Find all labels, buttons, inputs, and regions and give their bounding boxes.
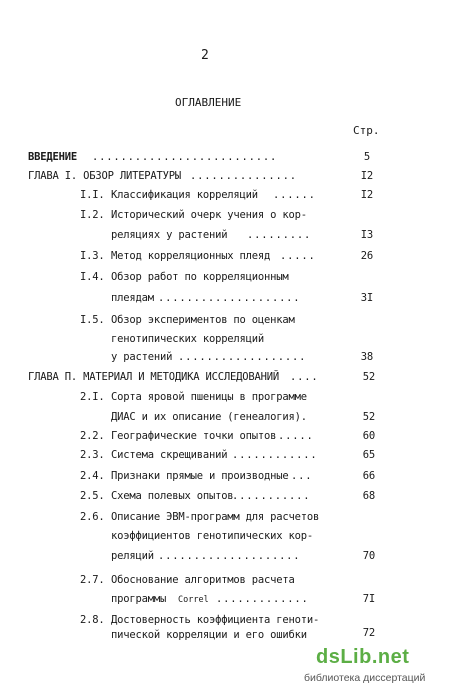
toc-section-number: 2.5.: [80, 490, 105, 502]
toc-page-number: 60: [362, 430, 375, 442]
toc-page-number: 38: [360, 351, 373, 363]
toc-page-number: 68: [362, 490, 375, 502]
toc-leader-dots: ....................: [158, 550, 301, 562]
toc-entry-label-line2: программы: [111, 593, 167, 605]
toc-section-number: 2.8.: [80, 614, 105, 626]
toc-section-number: I.3.: [80, 250, 105, 262]
toc-entry-label: ГЛАВА П. МАТЕРИАЛ И МЕТОДИКА ИССЛЕДОВАНИЙ: [28, 371, 279, 383]
toc-page-number: I2: [360, 170, 373, 182]
toc-leader-dots: ....................: [158, 292, 301, 304]
toc-leader-dots: .....: [280, 250, 316, 262]
toc-entry-label: ВВЕДЕНИЕ: [28, 151, 77, 163]
toc-section-number: I.5.: [80, 314, 105, 326]
toc-leader-dots: ...: [291, 470, 313, 482]
toc-page-number: I2: [360, 189, 373, 201]
toc-program-name: Correl: [178, 595, 209, 605]
toc-section-number: I.I.: [80, 189, 105, 201]
toc-leader-dots: ............: [232, 449, 318, 461]
toc-section-number: I.2.: [80, 209, 105, 221]
toc-page-number: 5: [363, 151, 370, 163]
toc-entry-label-line1: Исторический очерк учения о кор-: [111, 209, 307, 221]
page-number: 2: [201, 48, 209, 63]
toc-entry-label: Схема полевых опытов: [111, 490, 234, 502]
toc-title: ОГЛАВЛЕНИЕ: [175, 96, 242, 109]
toc-entry-label-line2: коэффициентов генотипических кор-: [111, 530, 314, 542]
toc-entry-label-line2: пической корреляции и его ошибки: [111, 629, 307, 641]
toc-leader-dots: .........: [247, 229, 312, 241]
toc-entry-label: Классификация корреляций: [111, 189, 258, 201]
toc-page-number: 26: [360, 250, 373, 262]
toc-leader-dots: ...........: [232, 490, 311, 502]
toc-entry-label-line1: Обоснование алгоритмов расчета: [111, 574, 295, 586]
toc-entry-label-line2: реляциях у растений: [111, 229, 228, 241]
toc-section-number: 2.7.: [80, 574, 105, 586]
toc-section-number: I.4.: [80, 271, 105, 283]
toc-page-number: 70: [362, 550, 375, 562]
toc-leader-dots: ..................: [178, 351, 307, 363]
toc-page-number: 65: [362, 449, 375, 461]
toc-leader-dots: ..........................: [92, 151, 278, 163]
toc-entry-label-line2: плеядам: [111, 292, 154, 304]
toc-page-number: 7I: [362, 593, 375, 605]
toc-page-number: 52: [362, 411, 375, 423]
toc-section-number: 2.3.: [80, 449, 105, 461]
toc-entry-label-line3: у растений: [111, 351, 173, 363]
watermark-subtitle: библиотека диссертаций: [304, 672, 426, 684]
toc-entry-label-line1: Достоверность коэффициента геноти-: [111, 614, 320, 626]
watermark: [300, 640, 450, 692]
toc-leader-dots: ......: [273, 189, 316, 201]
toc-leader-dots: ....: [290, 371, 319, 383]
toc-entry-label: Система скрещиваний: [111, 449, 228, 461]
toc-entry-label-line1: Описание ЭВМ-программ для расчетов: [111, 511, 320, 523]
toc-entry-label-line2: генотипических корреляций: [111, 333, 265, 345]
toc-entry-label-line1: Обзор экспериментов по оценкам: [111, 314, 295, 326]
page-column-header: Стр.: [353, 124, 380, 137]
toc-entry-label: Географические точки опытов: [111, 430, 277, 442]
toc-leader-dots: ...............: [190, 170, 297, 182]
toc-entry-label-line3: реляций: [111, 550, 154, 562]
toc-section-number: 2.6.: [80, 511, 105, 523]
toc-entry-label: ГЛАВА I. ОБЗОР ЛИТЕРАТУРЫ: [28, 170, 182, 182]
toc-page-number: 52: [362, 371, 375, 383]
toc-entry-label: Признаки прямые и производные: [111, 470, 289, 482]
toc-page-number: 66: [362, 470, 375, 482]
toc-page-number: 72: [362, 627, 375, 639]
toc-page-number: 3I: [360, 292, 373, 304]
toc-section-number: 2.4.: [80, 470, 105, 482]
toc-entry-label-line2: ДИАС и их описание (генеалогия).: [111, 411, 307, 423]
toc-entry-label: Метод корреляционных плеяд: [111, 250, 271, 262]
toc-section-number: 2.2.: [80, 430, 105, 442]
toc-page-number: I3: [360, 229, 373, 241]
toc-leader-dots: .....: [278, 430, 314, 442]
watermark-logo: dsLib.net: [316, 646, 410, 668]
toc-entry-label-line1: Сорта яровой пшеницы в программе: [111, 391, 307, 403]
toc-section-number: 2.I.: [80, 391, 105, 403]
toc-leader-dots: .............: [216, 593, 309, 605]
toc-entry-label-line1: Обзор работ по корреляционным: [111, 271, 289, 283]
